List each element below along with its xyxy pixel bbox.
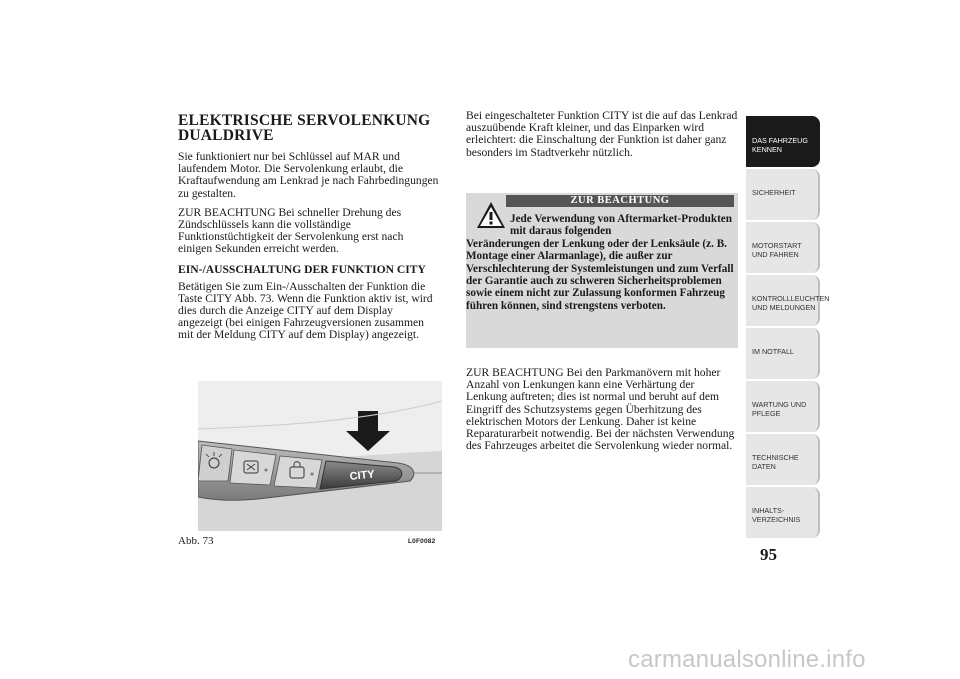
tab-label: SICHERHEIT [752, 188, 796, 197]
tab-label: WARTUNG UND PFLEGE [752, 400, 807, 418]
tab-wartung-und-pflege[interactable] [746, 381, 820, 432]
figure-code: L0F0082 [408, 538, 436, 545]
section-heading: ELEKTRISCHE SERVOLENKUNG DUALDRIVE [178, 112, 431, 144]
figure-caption: Abb. 73 [178, 535, 214, 547]
city-button-label: CITY [349, 468, 376, 483]
tab-label: KONTROLLLEUCHTEN UND MELDUNGEN [752, 294, 830, 312]
warning-text-first: Jede Verwendung von Aftermarket-Produkten mit daraus folgenden [510, 213, 732, 238]
tab-das-fahrzeug-kennen[interactable] [746, 116, 820, 167]
page-number: 95 [760, 545, 777, 564]
left-column [178, 113, 440, 349]
chapter-tabs [746, 116, 830, 540]
tab-label: INHALTS-VERZEICHNIS [752, 506, 801, 524]
tab-technische-daten[interactable] [746, 434, 820, 485]
tab-im-notfall[interactable] [746, 328, 820, 379]
tab-label: IM NOTFALL [752, 347, 794, 356]
tab-label: MOTORSTART UND FAHREN [752, 241, 802, 259]
tab-label: TECHNISCHE DATEN [752, 453, 799, 471]
subheading-city: EIN-/AUSSCHALTUNG DER FUNKTION CITY [178, 262, 426, 276]
warning-title: ZUR BEACHTUNG [506, 195, 734, 207]
dashboard-illustration [198, 381, 442, 531]
tab-label: DAS FAHRZEUG KENNEN [752, 136, 808, 154]
paragraph-city-button: Betätigen Sie zum Ein-/Ausschalten der Funktion die Taste CITY Abb. 73. Wenn die Funktion aktiv ist, wird dies durch die Anzeige CITY auf dem Display angezeigt (bei einigen Fahrzeugversionen zusammen mit der Meldung CITY auf dem Display) angezeigt. [178, 279, 433, 342]
warning-text [466, 213, 736, 312]
right-column-lower [466, 367, 738, 459]
paragraph-parking-note: ZUR BEACHTUNG Bei den Parkmanövern mit hoher Anzahl von Lenkungen kann eine Verhärtung der Lenkung auftreten; dies ist normal und beruht auf dem Eingriff des Schutzsystems gegen Überhitzung des elektrischen Motors der Lenkung. Daher ist keine Reparaturarbeit notwendig. Bei der nächsten Verwendung des Fahrzeuges arbeitet die Servolenkung wieder normal. [466, 366, 735, 453]
figure-city-button [198, 381, 442, 531]
paragraph-intro: Sie funktioniert nur bei Schlüssel auf MAR und laufendem Motor. Die Servolenkung erlaubt, die Kraftaufwendung am Lenkrad je nach Fahrbedingungen zu gestalten. [178, 150, 439, 200]
tab-inhaltsverzeichnis[interactable] [746, 487, 820, 538]
paragraph-city-benefit: Bei eingeschalteter Funktion CITY ist die auf das Lenkrad auszuübende Kraft kleiner, und das Einparken wird erleichtert: die Einschaltung der Funktion ist daher ganz besonders im Stadtverkehr nützlich. [466, 109, 738, 159]
warning-text-rest: Veränderungen der Lenkung oder der Lenksäule (z. B. Montage einer Alarmanlage), die außer zur Verschlechterung der Systemleistungen und zum Verfall der Garantie auch zu schweren Sicherheitsproblemen sowie einem nicht zur Zulassung konformen Fahrzeug führen können, sind strengstens verboten. [466, 237, 734, 312]
warning-box [466, 193, 738, 348]
tab-motorstart-und-fahren[interactable] [746, 222, 820, 273]
watermark: carmanualsonline.info [628, 646, 866, 673]
tab-sicherheit[interactable] [746, 169, 820, 220]
right-column [466, 110, 738, 166]
paragraph-note-ignition: ZUR BEACHTUNG Bei schneller Drehung des Zündschlüssels kann die vollständige Funktionstüchtigkeit der Servolenkung erst nach einigen Sekunden erreicht werden. [178, 205, 404, 256]
tab-kontrollleuchten[interactable] [746, 275, 830, 326]
